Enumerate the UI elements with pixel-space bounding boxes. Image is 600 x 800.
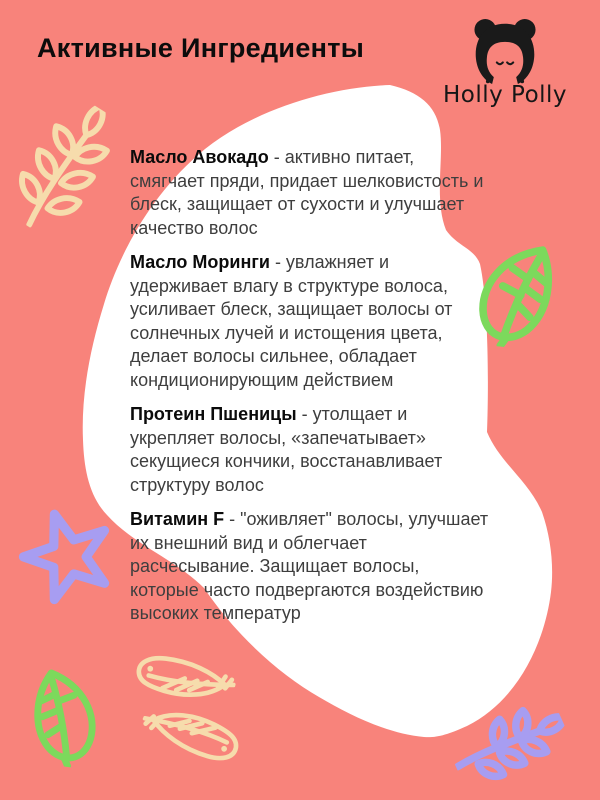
brand-name: Holly Polly: [442, 82, 568, 108]
ingredient-description: - "оживляет" волосы, улучшает их внешний вид и облегчает расчесывание. Защищает волосы, которые часто подвергаются воздействию высоких температур: [130, 509, 489, 623]
page-title: Активные Ингредиенты: [37, 33, 365, 63]
ingredient-description: - активно питает, смягчает пряди, придает шелковистость и блеск, защищает от сухости и улучшает качество волос: [130, 147, 484, 238]
ingredient-section: [130, 251, 490, 392]
ingredient-section: [130, 146, 490, 240]
ingredient-name: Протеин Пшеницы: [130, 404, 297, 424]
ingredient-name: Масло Моринги: [130, 252, 270, 272]
ingredient-name: Витамин F: [130, 509, 225, 529]
ingredients-list: [130, 146, 490, 637]
ingredient-description: - увлажняет и удерживает влагу в структуре волоса, усиливает блеск, защищает волосы от солнечных лучей и истощения цвета, делает волосы сильнее, обладает кондиционирующим действием: [130, 252, 453, 390]
ingredient-section: [130, 403, 490, 497]
ingredient-description: - утолщает и укрепляет волосы, «запечатывает» секущиеся кончики, восстанавливает структуру волос: [130, 404, 443, 495]
ingredient-name: Масло Авокадо: [130, 147, 269, 167]
ingredient-section: [130, 508, 490, 626]
girl-with-buns-icon: [462, 16, 548, 90]
